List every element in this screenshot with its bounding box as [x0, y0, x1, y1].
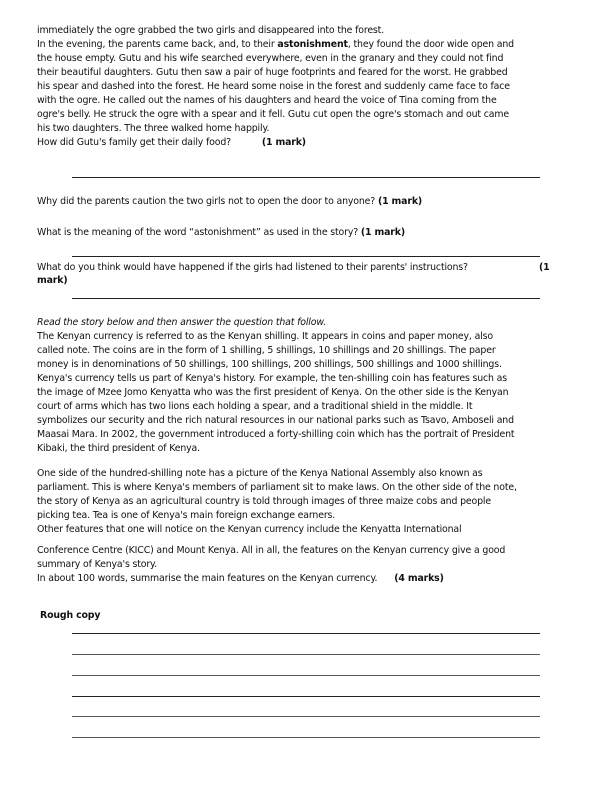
question-3	[37, 226, 405, 239]
rough-copy-line-2[interactable]	[72, 654, 540, 655]
question-2-text: Why did the parents caution the two girls not to open the door to anyone?	[37, 196, 376, 207]
question-1-mark: (1 mark)	[261, 137, 306, 148]
story2-line-4: Kenya's currency tells us part of Kenya's history. For example, the ten-shilling coin has features such as	[37, 373, 507, 384]
rough-copy-label: Rough copy	[40, 610, 101, 621]
story2-line-15: Conference Centre (KICC) and Mount Kenya. All in all, the features on the Kenyan currency give a good	[37, 545, 506, 556]
question-4-mark-a: (1	[539, 262, 550, 273]
story1-line-2-start: In the evening, the parents came back, and, to their	[37, 39, 278, 50]
story2-line-2: called note. The coins are in the form of 1 shilling, 5 shillings, 10 shillings and 20 shillings. The paper	[37, 345, 496, 356]
story2-line-9: Kibaki, the third president of Kenya.	[37, 443, 200, 454]
question-4-mark-b: mark)	[37, 275, 68, 286]
story2-line-11: parliament. This is where Kenya's members of parliament sit to make laws. On the other side of the note,	[37, 482, 517, 493]
story1-line-6: with the ogre. He called out the names of his daughters and heard the voice of Tina coming from the	[37, 95, 497, 106]
question-1	[37, 136, 306, 149]
summary-question-text: In about 100 words, summarise the main features on the Kenyan currency.	[37, 573, 378, 584]
story2-line-5: the image of Mzee Jomo Kenyatta who was the first president of Kenya. On the other side is the Kenyan	[37, 387, 509, 398]
rough-copy-line-6[interactable]	[72, 737, 540, 738]
rough-copy-line-3[interactable]	[72, 675, 540, 676]
story2-line-16: summary of Kenya's story.	[37, 559, 157, 570]
answer-line-4[interactable]	[72, 298, 540, 299]
summary-question-mark: (4 marks)	[394, 573, 444, 584]
question-3-text: What is the meaning of the word “astonishment” as used in the story?	[37, 227, 359, 238]
rough-copy-line-5[interactable]	[72, 716, 540, 717]
story1-line-4: their beautiful daughters. Gutu then saw a pair of huge footprints and feared for the worst. He grabbed	[37, 67, 508, 78]
story1-line-3: the house empty. Gutu and his wife searched everywhere, even in the granary and they could not find	[37, 53, 504, 64]
question-3-mark: (1 mark)	[360, 227, 406, 238]
story1-line-2	[37, 38, 514, 51]
question-4-cont	[37, 274, 68, 287]
story2-line-14: Other features that one will notice on the Kenyan currency include the Kenyatta International	[37, 524, 462, 535]
story1-line-5: his spear and dashed into the forest. He heard some noise in the forest and suddenly came face to face	[37, 81, 510, 92]
rough-copy-line-4[interactable]	[72, 696, 540, 697]
story1-line-8: his two daughters. The three walked home happily.	[37, 123, 270, 134]
question-1-text: How did Gutu's family get their daily food?	[37, 137, 231, 148]
story2-instruction: Read the story below and then answer the question that follow.	[37, 317, 327, 328]
story2-line-10: One side of the hundred-shilling note has a picture of the Kenya National Assembly also known as	[37, 468, 483, 479]
rough-copy-line-1[interactable]	[72, 633, 540, 634]
story1-line-7: ogre's belly. He struck the ogre with a spear and it fell. Gutu cut open the ogre's stomach and out came	[37, 109, 509, 120]
question-4-text: What do you think would have happened if the girls had listened to their parents' instructions?	[37, 262, 468, 273]
answer-line-1[interactable]	[72, 177, 540, 178]
story2-line-13: picking tea. Tea is one of Kenya's main foreign exchange earners.	[37, 510, 336, 521]
question-2	[37, 195, 422, 208]
story1-line-1: immediately the ogre grabbed the two girls and disappeared into the forest.	[37, 25, 385, 36]
question-4	[37, 261, 550, 274]
answer-line-3[interactable]	[72, 256, 540, 257]
bold-word-astonishment: astonishment	[277, 39, 348, 50]
question-2-mark: (1 mark)	[377, 196, 423, 207]
story2-line-7: symbolizes our security and the rich natural resources in our national parks such as Tsavo, Amboseli and	[37, 415, 514, 426]
story2-line-8: Maasai Mara. In 2002, the government introduced a forty-shilling coin which has the portrait of President	[37, 429, 515, 440]
story1-line-2-end: , they found the door wide open and	[347, 39, 514, 50]
story2-line-6: court of arms which has two lions each holding a spear, and a traditional shield in the middle. It	[37, 401, 473, 412]
story2-line-12: the story of Kenya as an agricultural country is told through images of three maize cobs and people	[37, 496, 491, 507]
summary-question	[37, 572, 444, 585]
story2-line-1: The Kenyan currency is referred to as the Kenyan shilling. It appears in coins and paper money, also	[37, 331, 493, 342]
story2-line-3: money is in denominations of 50 shillings, 100 shillings, 200 shillings, 500 shillings and 1000 shillings.	[37, 359, 502, 370]
